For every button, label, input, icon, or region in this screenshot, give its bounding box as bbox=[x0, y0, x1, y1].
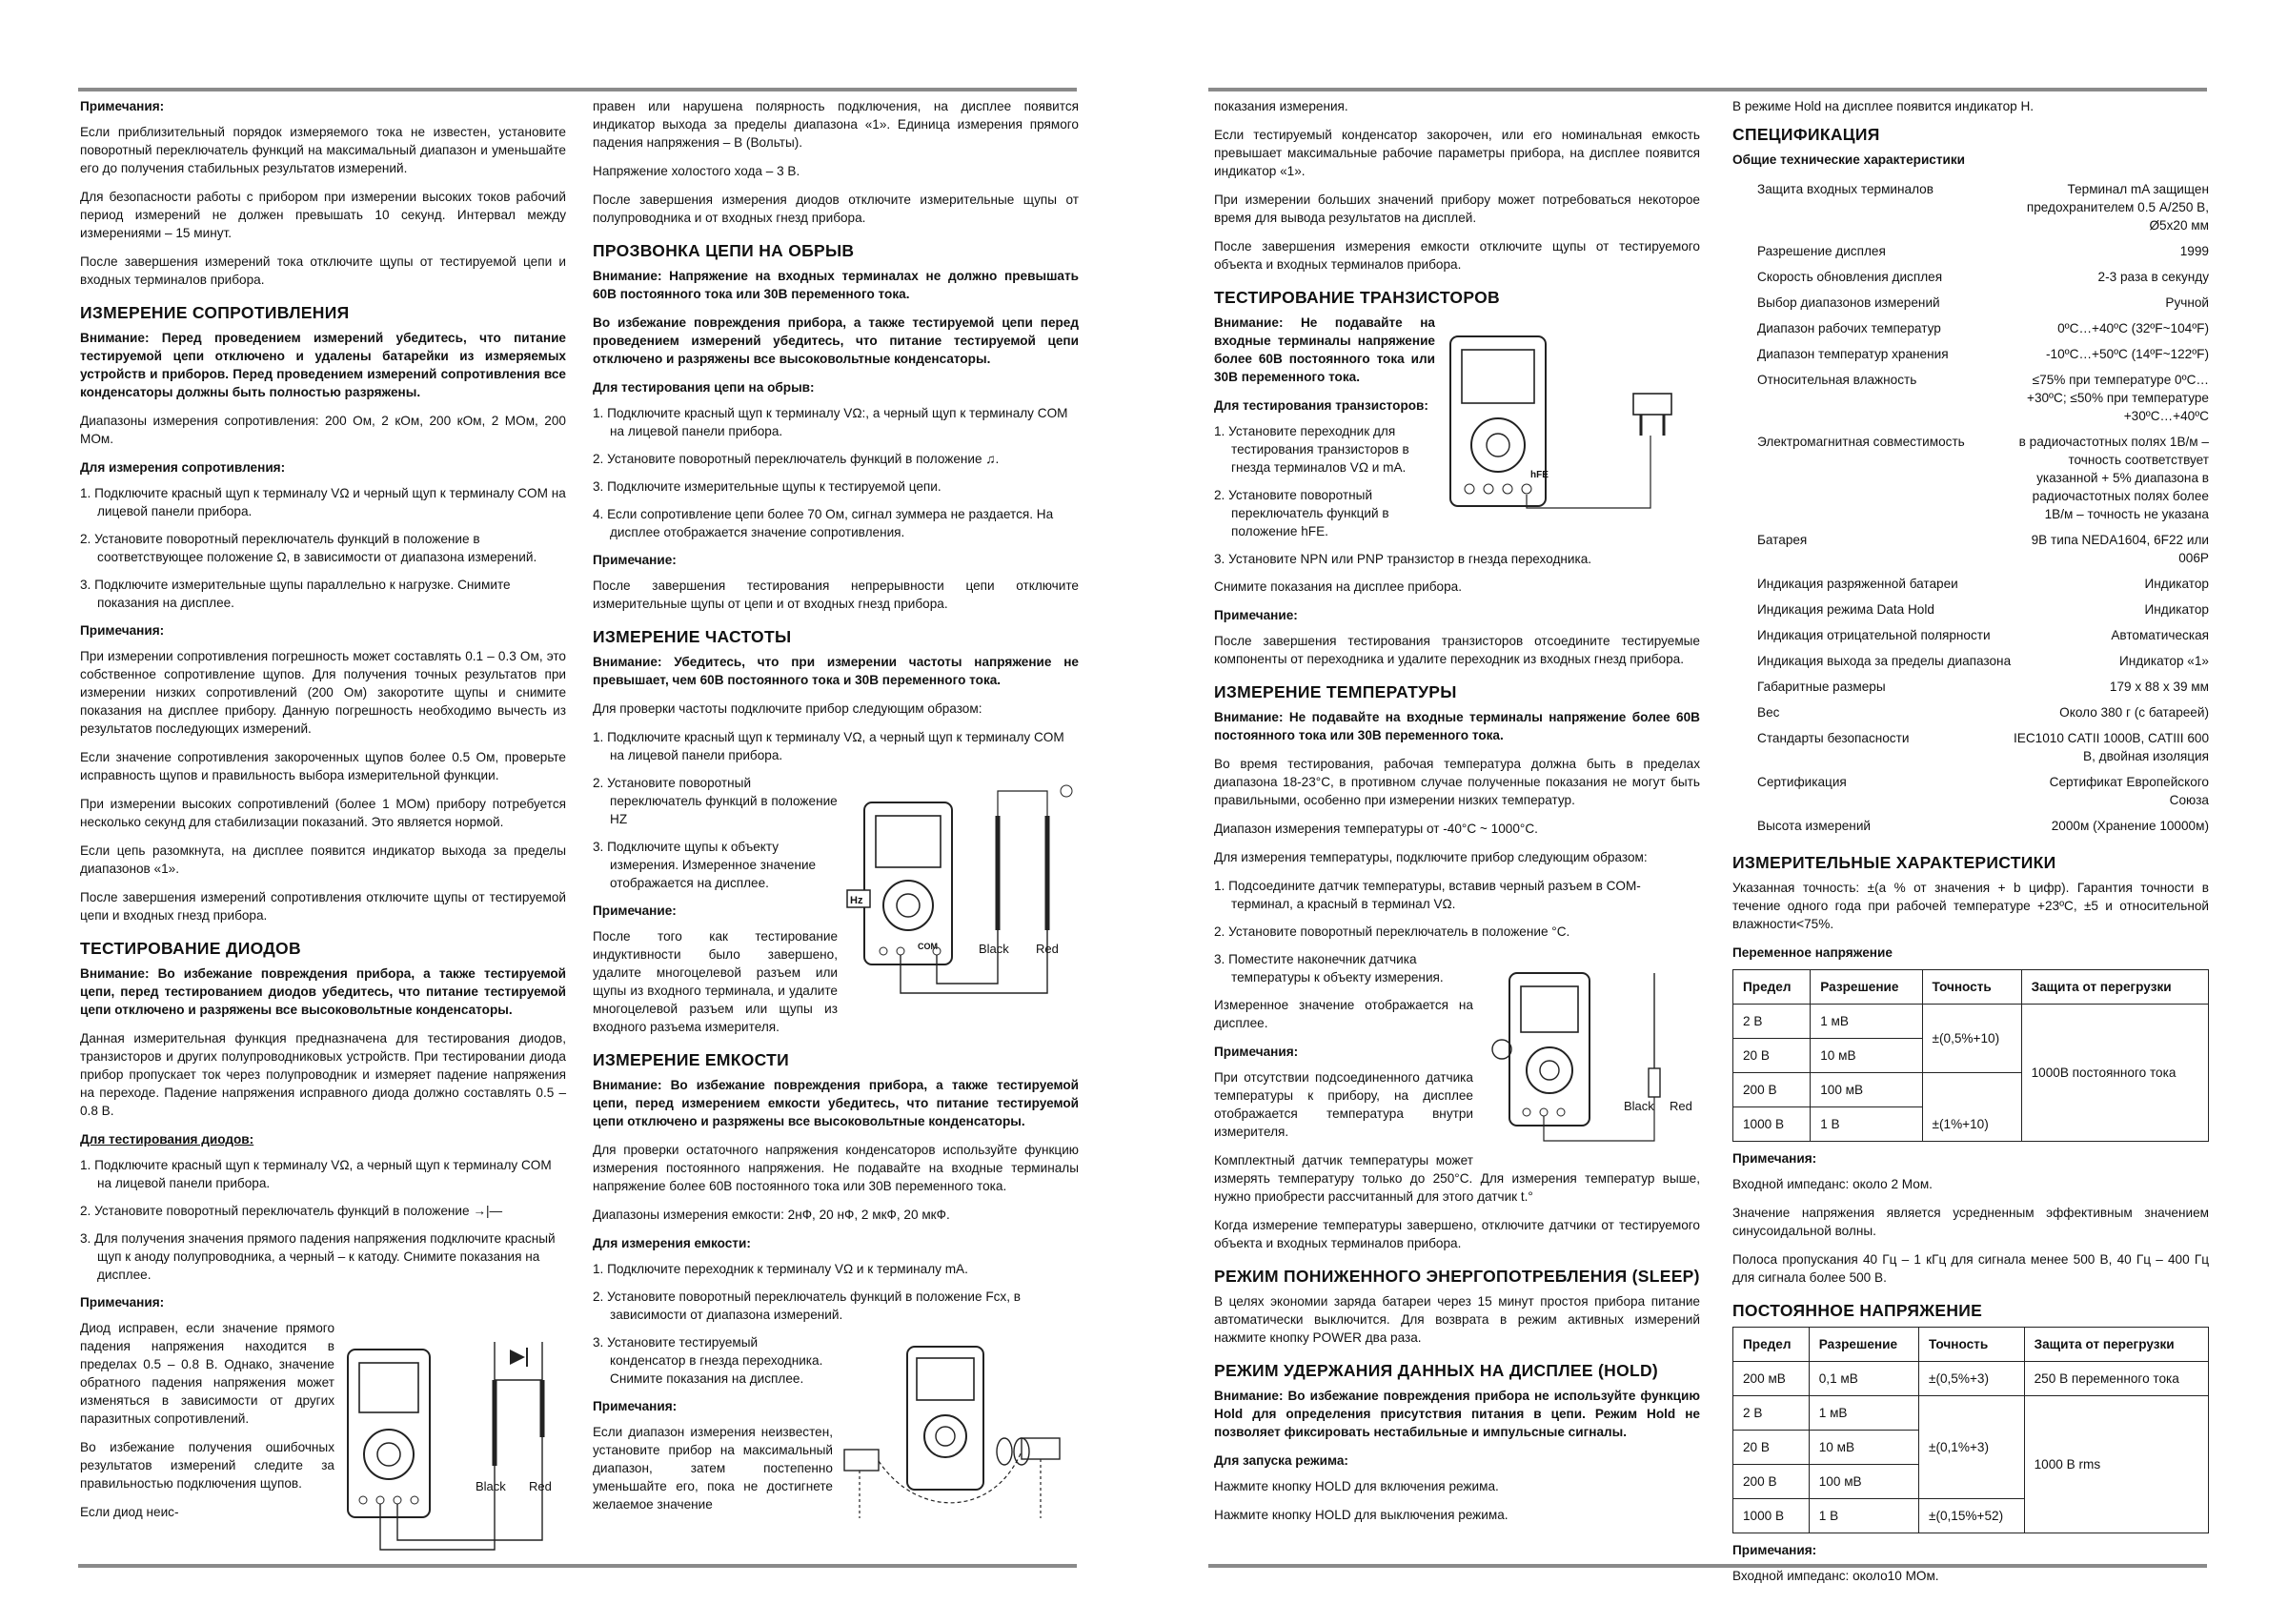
right-column-3 bbox=[1214, 97, 1700, 1534]
table-cell: ±(1%+10) bbox=[1922, 1073, 2021, 1142]
spec-value: 1999 bbox=[2179, 244, 2209, 258]
section-title-capacitance: ИЗМЕРЕНИЕ ЕМКОСТИ bbox=[593, 1050, 789, 1069]
paragraph: правен или нарушена полярность подключения, на дисплее появится индикатор выхода за пределы диапазона «1». Единица измерения прямого падения напряжения – В (Вольты). bbox=[593, 99, 1079, 150]
section-title-resistance: ИЗМЕРЕНИЕ СОПРОТИВЛЕНИЯ bbox=[80, 303, 350, 322]
subheading: Для тестирования транзисторов: bbox=[1214, 398, 1428, 413]
list-item: 2. Установите поворотный переключатель в положение °C. bbox=[1214, 924, 1570, 939]
spec-key: Сертификация bbox=[1757, 775, 1847, 789]
paragraph: После завершения измерений тока отключите щупы от тестируемой цепи и входных терминалов прибора. bbox=[80, 254, 566, 287]
list-item: 3. Поместите наконечник датчика температуры к объекту измерения. bbox=[1214, 952, 1444, 985]
left-column-1 bbox=[80, 97, 566, 1567]
paragraph: Для измерения температуры, подключите прибор следующим образом: bbox=[1214, 850, 1648, 864]
spec-key: Высота измерений bbox=[1757, 819, 1872, 833]
hz-label: Hz bbox=[850, 895, 863, 906]
spec-key: Диапазон рабочих температур bbox=[1757, 321, 1941, 335]
spec-value: IEC1010 CATII 1000В, CATIII 600 В, двойная изоляция bbox=[2013, 731, 2209, 763]
paragraph: Измеренное значение отображается на дисплее. bbox=[1214, 998, 1473, 1030]
spec-value: 179 х 88 х 39 мм bbox=[2109, 680, 2209, 694]
paragraph: Если приблизительный порядок измеряемого тока не известен, установите поворотный переключатель функций на максимальный диапазон и уменьшайте его до получения стабильных результатов измерений. bbox=[80, 125, 566, 175]
spec-value: 2000м (Хранение 10000м) bbox=[2051, 819, 2209, 833]
table-cell: 2 В bbox=[1733, 1005, 1811, 1039]
steps-list bbox=[593, 1260, 1079, 1324]
paragraph: Если цепь разомкнута, на дисплее появится индикатор выхода за пределы диапазонов «1». bbox=[80, 843, 566, 876]
buzzer-note-icon: ♫. bbox=[985, 452, 1000, 466]
table-cell: 100 мВ bbox=[1809, 1465, 1918, 1499]
red-probe-label: Red bbox=[1036, 942, 1059, 956]
spec-value: в радиочастотных полях 1В/м – точность соответствует указанной + 5% диапазона в радиочастотных полях более 1В/м – точность не указана bbox=[2018, 435, 2209, 521]
paragraph: В режиме Hold на дисплее появится индикатор H. bbox=[1732, 99, 2035, 113]
paragraph: Если значение сопротивления закороченных щупов более 0.5 Ом, проверьте исправность щупов и правильность выбора измерительной функции. bbox=[80, 750, 566, 782]
spec-row bbox=[1732, 813, 2209, 839]
list-item: 1. Подключите красный щуп к терминалу VΩ, а черный щуп к терминалу COM на лицевой панели прибора. bbox=[80, 1158, 552, 1190]
paragraph: После завершения тестирования транзисторов отсоедините тестируемые компоненты от переходника и удалите переходник из входных гнезд прибора. bbox=[1214, 634, 1700, 666]
paragraph: Диапазоны измерения сопротивления: 200 Ом, 2 кОм, 200 кОм, 2 МОм, 200 МОм. bbox=[80, 414, 566, 446]
steps-list bbox=[593, 728, 1079, 764]
list-item: 3. Для получения значения прямого падения напряжения подключите красный щуп к аноду полупроводника, а черный – к катоду. Снимите показания на дисплее. bbox=[80, 1231, 556, 1282]
table-cell: ±(0,5%+3) bbox=[1918, 1362, 2024, 1396]
warning-text: Внимание: Во избежание повреждения прибора, а также тестируемой цепи, перед тестированием диодов убедитесь, что питание тестируемой цепи отключено и разряжены все высоковольтные конденсаторы. bbox=[80, 966, 566, 1017]
list-item: 3. Установите NPN или PNP транзистор в гнезда переходника. bbox=[1214, 552, 1592, 566]
table-cell: 200 В bbox=[1733, 1465, 1810, 1499]
section-title-hold: РЕЖИМ УДЕРЖАНИЯ ДАННЫХ НА ДИСПЛЕЕ (HOLD) bbox=[1214, 1361, 1659, 1380]
list-item-text: 2. Установите поворотный переключатель функций в положение bbox=[80, 1204, 470, 1218]
black-probe-label: Black bbox=[1624, 1099, 1654, 1113]
table-cell: 10 мВ bbox=[1809, 1431, 1918, 1465]
list-item: 1. Подключите переходник к терминалу VΩ и к терминалу mA. bbox=[593, 1262, 968, 1276]
top-rule bbox=[78, 88, 1077, 91]
subheading: Для измерения емкости: bbox=[593, 1236, 751, 1250]
table-cell: 1 мВ bbox=[1811, 1005, 1922, 1039]
spec-key: Выбор диапазонов измерений bbox=[1757, 295, 1940, 310]
spec-value: Индикатор «1» bbox=[2119, 654, 2209, 668]
diode-symbol-icon: →|— bbox=[473, 1204, 503, 1218]
column-header: Защита от перегрузки bbox=[2021, 970, 2208, 1005]
spec-value: Ручной bbox=[2165, 295, 2209, 310]
right-page bbox=[1144, 0, 2287, 1624]
spec-value: 9В типа NEDA1604, 6F22 или 006P bbox=[2031, 533, 2209, 565]
spec-key: Батарея bbox=[1757, 533, 1808, 547]
spec-value: 2-3 раза в секунду bbox=[2097, 270, 2209, 284]
subheading: Для тестирования цепи на обрыв: bbox=[593, 380, 815, 395]
spec-row bbox=[1732, 700, 2209, 725]
paragraph: Диапазон измерения температуры от -40°C ~ 1000°C. bbox=[1214, 822, 1538, 836]
ac-voltage-table bbox=[1732, 969, 2209, 1142]
column-header: Точность bbox=[1918, 1328, 2024, 1362]
spec-key: Индикация разряженной батареи bbox=[1757, 577, 1958, 591]
warning-text: Внимание: Во избежание повреждения прибора не используйте функцию Hold для определения присутствия питания в цепи. Режим Hold не позволяет фиксировать нестабильные и импульсные сигналы. bbox=[1214, 1389, 1700, 1439]
table-cell: 1000 В bbox=[1733, 1107, 1811, 1142]
diode-test-figure bbox=[342, 1323, 566, 1561]
paragraph: Входной импеданс: около 2 Мом. bbox=[1732, 1177, 1933, 1191]
spec-value: Индикатор bbox=[2144, 577, 2209, 591]
list-item: 2. Установите поворотный переключатель функций в положение Fcx, в зависимости от диапазона измерений. bbox=[593, 1289, 1022, 1322]
spec-row bbox=[1732, 238, 2209, 264]
paragraph: Во время тестирования, рабочая температура должна быть в пределах диапазона 18-23°C, в противном случае полученные показания не могут быть правильными, особенно при измерении низких температур. bbox=[1214, 757, 1700, 807]
com-label: COM bbox=[918, 942, 938, 951]
warning-text: Во избежание повреждения прибора, а также тестируемой цепи перед проведением измерений убедитесь, что питание тестируемой цепи отключено и разряжены все высоковольтные конденсаторы. bbox=[593, 315, 1079, 366]
left-column-2 bbox=[593, 97, 1079, 1533]
paragraph: Диод исправен, если значение прямого падения напряжения находится в пределах 0.5 – 0.8 В. Однако, значение обратного падения напряжения может изменяться в зависимости от других паразитных сопротивлений. bbox=[80, 1321, 334, 1426]
spec-value: Терминал mA защищен предохранителем 0.5 A/250 В, Ø5x20 мм bbox=[2026, 182, 2209, 233]
table-cell: 1000 В bbox=[1733, 1499, 1810, 1533]
steps-list bbox=[1214, 877, 1700, 941]
paragraph: При измерении высоких сопротивлений (более 1 МОм) прибору потребуется несколько секунд для стабилизации показаний. Это является нормой. bbox=[80, 797, 566, 829]
steps-list bbox=[80, 484, 566, 612]
notes-heading: Примечания: bbox=[593, 1399, 678, 1413]
list-item: 3. Подключите щупы к объекту измерения. Измеренное значение отображается на дисплее. bbox=[593, 840, 817, 890]
spec-value: Автоматическая bbox=[2111, 628, 2209, 642]
table-cell: ±(0,15%+52) bbox=[1918, 1499, 2024, 1533]
transistor-test-figure bbox=[1443, 317, 1700, 518]
list-item bbox=[593, 450, 1079, 468]
paragraph: показания измерения. bbox=[1214, 99, 1348, 113]
table-row bbox=[1733, 1005, 2209, 1039]
spec-row bbox=[1732, 315, 2209, 341]
section-title-diodes: ТЕСТИРОВАНИЕ ДИОДОВ bbox=[80, 939, 301, 958]
paragraph: Для проверки остаточного напряжения конденсаторов используйте функцию измерения постоянного напряжения. Не подавайте на входные терминалы напряжение более 60В постоянного тока или 30В переменного тока. bbox=[593, 1143, 1079, 1193]
warning-text: Внимание: Напряжение на входных терминалах не должно превышать 60В постоянного тока или 30В переменного тока. bbox=[593, 269, 1079, 301]
table-cell: 20 В bbox=[1733, 1039, 1811, 1073]
table-cell: 1 В bbox=[1811, 1107, 1922, 1142]
spec-row bbox=[1732, 622, 2209, 648]
list-item: 3. Подключите измерительные щупы параллельно к нагрузке. Снимите показания на дисплее. bbox=[80, 578, 511, 610]
table-cell: 1000 В rms bbox=[2024, 1396, 2208, 1533]
spec-key: Диапазон температур хранения bbox=[1757, 347, 1949, 361]
paragraph: Нажмите кнопку HOLD для выключения режима. bbox=[1214, 1508, 1508, 1522]
red-probe-label: Red bbox=[1670, 1099, 1692, 1113]
temperature-test-figure bbox=[1481, 954, 1700, 1154]
spec-value: ≤75% при температуре 0ºC…+30ºC; ≤50% при температуре +30ºC…+40ºC bbox=[2027, 373, 2209, 423]
table-cell: 1 В bbox=[1809, 1499, 1918, 1533]
list-item: 1. Установите переходник для тестирования транзисторов в гнезда терминалов VΩ и mA. bbox=[1214, 424, 1409, 475]
capacitance-test-figure bbox=[840, 1337, 1079, 1528]
table-header-row bbox=[1733, 1328, 2209, 1362]
paragraph: Диапазоны измерения емкости: 2нФ, 20 нФ, 2 мкФ, 20 мкФ. bbox=[593, 1208, 950, 1222]
spec-key: Индикация выхода за пределы диапазона bbox=[1757, 654, 2012, 668]
notes-heading: Примечание: bbox=[593, 553, 677, 567]
spec-value: Около 380 г (с батареей) bbox=[2059, 705, 2209, 720]
paragraph: Когда измерение температуры завершено, отключите датчики от тестируемого объекта и входных терминалов прибора. bbox=[1214, 1218, 1700, 1250]
list-item: 3. Установите тестируемый конденсатор в гнезда переходника. Снимите показания на дисплее. bbox=[593, 1335, 823, 1386]
paragraph: Снимите показания на дисплее прибора. bbox=[1214, 579, 1462, 594]
top-rule bbox=[1208, 88, 2207, 91]
spec-key: Габаритные размеры bbox=[1757, 680, 1886, 694]
warning-text: Внимание: Во избежание повреждения прибора, а также тестируемой цепи, перед измерением емкости убедитесь, что питание тестируемой цепи отключено и разряжены все высоковольтные конденсаторы. bbox=[593, 1078, 1079, 1128]
general-specs-table bbox=[1732, 176, 2209, 839]
spec-key: Вес bbox=[1757, 705, 1780, 720]
paragraph: Входной импеданс: около10 МОм. bbox=[1732, 1569, 1939, 1583]
paragraph: Если диапазон измерения неизвестен, установите прибор на максимальный диапазон, затем постепенно уменьшайте его, пока не достигнете желаемое значение bbox=[593, 1425, 833, 1512]
spec-row bbox=[1732, 341, 2209, 367]
list-item: 1. Подключите красный щуп к терминалу VΩ:, а черный щуп к терминалу COM на лицевой панели прибора. bbox=[593, 406, 1068, 438]
notes-heading: Примечание: bbox=[1214, 608, 1298, 622]
spec-key: Стандарты безопасности bbox=[1757, 731, 1910, 745]
column-header: Разрешение bbox=[1811, 970, 1922, 1005]
spec-row bbox=[1732, 571, 2209, 597]
frequency-test-figure bbox=[845, 778, 1079, 1006]
notes-heading: Примечания: bbox=[80, 99, 165, 113]
notes-heading: Примечания: bbox=[1732, 1543, 1817, 1557]
table-cell: 200 мВ bbox=[1733, 1362, 1810, 1396]
table-cell: 200 В bbox=[1733, 1073, 1811, 1107]
spec-row bbox=[1732, 725, 2209, 769]
table-cell: ±(0,5%+10) bbox=[1922, 1005, 2021, 1073]
paragraph: Для безопасности работы с прибором при измерении высоких токов рабочий период измерений не должен превышать 10 секунд. Интервал между измерениями – 15 минут. bbox=[80, 190, 566, 240]
section-title-transistors: ТЕСТИРОВАНИЕ ТРАНЗИСТОРОВ bbox=[1214, 288, 1500, 307]
table-cell: 2 В bbox=[1733, 1396, 1810, 1431]
paragraph: В целях экономии заряда батареи через 15 минут простоя прибора питание автоматически выключится. Для возврата в режим активных измерений нажмите кнопку POWER два раза. bbox=[1214, 1294, 1700, 1345]
spec-key: Индикация режима Data Hold bbox=[1757, 602, 1934, 617]
section-title-dc-voltage: ПОСТОЯННОЕ НАПРЯЖЕНИЕ bbox=[1732, 1301, 1983, 1320]
list-item: 2. Установите поворотный переключатель функций в положение HZ bbox=[593, 776, 838, 826]
spec-row bbox=[1732, 176, 2209, 238]
warning-text: Внимание: Не подавайте на входные терминалы напряжение более 60В постоянного тока или 30В переменного тока. bbox=[1214, 315, 1435, 384]
table-row bbox=[1733, 1362, 2209, 1396]
notes-heading: Примечания: bbox=[1214, 1045, 1299, 1059]
subheading: Общие технические характеристики bbox=[1732, 152, 1966, 167]
paragraph: Если диод неис- bbox=[80, 1505, 179, 1519]
paragraph: Нажмите кнопку HOLD для включения режима. bbox=[1214, 1479, 1499, 1493]
steps-list bbox=[80, 1156, 566, 1284]
spec-key: Индикация отрицательной полярности bbox=[1757, 628, 1991, 642]
paragraph: Данная измерительная функция предназначена для тестирования диодов, транзисторов и других полупроводниковых устройств. При тестировании диода прибор пропускает ток через полупроводник и измеряет падение напряжения на переходе. Падение напряжения исправного диода должно составлять 0.5 – 0.8 В. bbox=[80, 1031, 566, 1118]
paragraph: Значение напряжения является усредненным эффективным значением синусоидальной волны. bbox=[1732, 1206, 2209, 1238]
table-cell: 1 мВ bbox=[1809, 1396, 1918, 1431]
table-cell: 10 мВ bbox=[1811, 1039, 1922, 1073]
paragraph: При измерении сопротивления погрешность может составлять 0.1 – 0.3 Ом, это собственное сопротивление щупов. Для получения точных результатов при измерении низких сопротивлений (200 Ом) закоротите щупы и снимите показания на дисплее прибору. Данную погрешность необходимо вычесть из результатов последующих измерений. bbox=[80, 649, 566, 736]
table-cell: 0,1 мВ bbox=[1809, 1362, 1918, 1396]
paragraph: После того как тестирование индуктивности было завершено, удалите многоцелевой разъем или щупы из входного терминала, и удалите многоцелевой разъем или щупы из входного разъема измерителя. bbox=[593, 929, 838, 1034]
section-title-continuity: ПРОЗВОНКА ЦЕПИ НА ОБРЫВ bbox=[593, 241, 855, 260]
column-header: Точность bbox=[1922, 970, 2021, 1005]
spec-value: Сертификат Европейского Союза bbox=[2049, 775, 2209, 807]
spec-row bbox=[1732, 367, 2209, 429]
paragraph: После завершения измерения емкости отключите щупы от тестируемого объекта и входных терминалов прибора. bbox=[1214, 239, 1700, 272]
table-cell: ±(0,1%+3) bbox=[1918, 1396, 2024, 1499]
right-column-4 bbox=[1732, 97, 2209, 1595]
list-item: 3. Подключите измерительные щупы к тестируемой цепи. bbox=[593, 479, 942, 494]
list-item bbox=[80, 1202, 566, 1220]
notes-heading: Примечания: bbox=[1732, 1151, 1817, 1166]
spec-key: Электромагнитная совместимость bbox=[1757, 435, 1965, 449]
paragraph: При отсутствии подсоединенного датчика температуры к прибору, на дисплее отображается температура внутри измерителя. bbox=[1214, 1070, 1473, 1139]
paragraph: Полоса пропускания 40 Гц – 1 кГц для сигнала менее 500 В, 40 Гц – 400 Гц для сигнала более 500 В. bbox=[1732, 1252, 2209, 1285]
list-item: 2. Установите поворотный переключатель функций в положение в соответствующее положение Ω, в зависимости от диапазона измерений. bbox=[80, 532, 537, 564]
paragraph: При измерении больших значений прибору может потребоваться некоторое время для вывода результатов на дисплей. bbox=[1214, 193, 1700, 225]
section-title-frequency: ИЗМЕРЕНИЕ ЧАСТОТЫ bbox=[593, 627, 792, 646]
column-header: Предел bbox=[1733, 970, 1811, 1005]
section-title-measurement: ИЗМЕРИТЕЛЬНЫЕ ХАРАКТЕРИСТИКИ bbox=[1732, 853, 2056, 872]
table-header-row bbox=[1733, 970, 2209, 1005]
spec-row bbox=[1732, 429, 2209, 527]
paragraph: После завершения измерений сопротивления отключите щупы от тестируемой цепи и входных гнезд прибора. bbox=[80, 890, 566, 923]
black-probe-label: Black bbox=[979, 942, 1009, 956]
list-item-text: 2. Установите поворотный переключатель функций в положение bbox=[593, 452, 982, 466]
list-item: 1. Подсоедините датчик температуры, вставив черный разъем в COM-терминал, а красный в терминал VΩ. bbox=[1214, 879, 1641, 911]
paragraph: Если тестируемый конденсатор закорочен, или его номинальная емкость превышает максимальные рабочие параметры прибора, на дисплее появится индикатор «1». bbox=[1214, 128, 1700, 178]
warning-text: Внимание: Убедитесь, что при измерении частоты напряжение не превышает, чем 60В постоянного тока и 30В переменного тока. bbox=[593, 655, 1079, 687]
table-row bbox=[1733, 1396, 2209, 1431]
section-title-specification: СПЕЦИФИКАЦИЯ bbox=[1732, 125, 1880, 144]
spec-key: Разрешение дисплея bbox=[1757, 244, 1886, 258]
column-header: Защита от перегрузки bbox=[2024, 1328, 2208, 1362]
subheading: Для тестирования диодов: bbox=[80, 1132, 254, 1147]
spec-row bbox=[1732, 674, 2209, 700]
notes-heading: Примечание: bbox=[593, 903, 677, 918]
hfe-label: hFE bbox=[1530, 470, 1549, 480]
spec-row bbox=[1732, 769, 2209, 813]
spec-row bbox=[1732, 290, 2209, 315]
list-item: 2. Установите поворотный переключатель функций в положение hFE. bbox=[1214, 488, 1389, 538]
notes-heading: Примечания: bbox=[80, 623, 165, 638]
subheading: Для измерения сопротивления: bbox=[80, 460, 286, 475]
spec-row bbox=[1732, 527, 2209, 571]
notes-heading: Примечания: bbox=[80, 1295, 165, 1309]
warning-text: Внимание: Не подавайте на входные терминалы напряжение более 60В постоянного тока или 30В переменного тока. bbox=[1214, 710, 1700, 742]
section-title-sleep: РЕЖИМ ПОНИЖЕННОГО ЭНЕРГОПОТРЕБЛЕНИЯ (SLEEP) bbox=[1214, 1267, 1700, 1286]
spec-row bbox=[1732, 264, 2209, 290]
paragraph: Во избежание получения ошибочных результатов измерений следите за правильностью подключения щупов. bbox=[80, 1440, 334, 1491]
column-header: Предел bbox=[1733, 1328, 1810, 1362]
paragraph: После завершения тестирования непрерывности цепи отключите измерительные щупы от цепи и от входных гнезд прибора. bbox=[593, 579, 1079, 611]
paragraph: После завершения измерения диодов отключите измерительные щупы от полупроводника и от входных гнезд прибора. bbox=[593, 193, 1079, 225]
table-cell: 100 мВ bbox=[1811, 1073, 1922, 1107]
spec-value: Индикатор bbox=[2144, 602, 2209, 617]
table-cell: 1000В постоянного тока bbox=[2021, 1005, 2208, 1142]
spec-value: 0ºC…+40ºC (32ºF~104ºF) bbox=[2057, 321, 2209, 335]
table-cell: 20 В bbox=[1733, 1431, 1810, 1465]
list-item: 4. Если сопротивление цепи более 70 Ом, сигнал зуммера не раздается. На дисплее отображается значение сопротивления. bbox=[593, 507, 1054, 539]
dc-voltage-table bbox=[1732, 1327, 2209, 1533]
spec-row bbox=[1732, 597, 2209, 622]
spec-key: Защита входных терминалов bbox=[1757, 182, 1934, 196]
list-item: 1. Подключите красный щуп к терминалу VΩ и черный щуп к терминалу COM на лицевой панели прибора. bbox=[80, 486, 566, 518]
section-title-temperature: ИЗМЕРЕНИЕ ТЕМПЕРАТУРЫ bbox=[1214, 682, 1457, 701]
paragraph: Указанная точность: ±(а % от значения + b цифр). Гарантия точности в течение одного года при рабочей температуре +23ºC, ±5 и относительной влажности<75%. bbox=[1732, 881, 2209, 931]
subheading: Переменное напряжение bbox=[1732, 945, 1893, 960]
black-probe-label: Black bbox=[476, 1479, 506, 1493]
warning-text: Внимание: Перед проведением измерений убедитесь, что питание тестируемой цепи отключено и удалены батарейки из измеряемых устройств и приборов. Перед проведением измерений сопротивления все конденсаторы должны быть полностью разряжены. bbox=[80, 331, 566, 399]
subheading: Для запуска режима: bbox=[1214, 1453, 1348, 1468]
paragraph: Для проверки частоты подключите прибор следующим образом: bbox=[593, 701, 982, 716]
paragraph: Комплектный датчик температуры может измерять температуру только до 250°C. Для измерения температур выше, нужно приобрести рассчитанный для этого датчик t.° bbox=[1214, 1153, 1700, 1204]
paragraph: Напряжение холостого хода – 3 В. bbox=[593, 164, 800, 178]
steps-list bbox=[593, 404, 1079, 541]
column-header: Разрешение bbox=[1809, 1328, 1918, 1362]
table-cell: 250 В переменного тока bbox=[2024, 1362, 2208, 1396]
spec-key: Относительная влажность bbox=[1757, 373, 1917, 387]
spec-value: -10ºC…+50ºC (14ºF~122ºF) bbox=[2046, 347, 2209, 361]
spec-key: Скорость обновления дисплея bbox=[1757, 270, 1943, 284]
spec-row bbox=[1732, 648, 2209, 674]
red-probe-label: Red bbox=[529, 1479, 552, 1493]
list-item: 1. Подключите красный щуп к терминалу VΩ, а черный щуп к терминалу COM на лицевой панели прибора. bbox=[593, 730, 1064, 762]
